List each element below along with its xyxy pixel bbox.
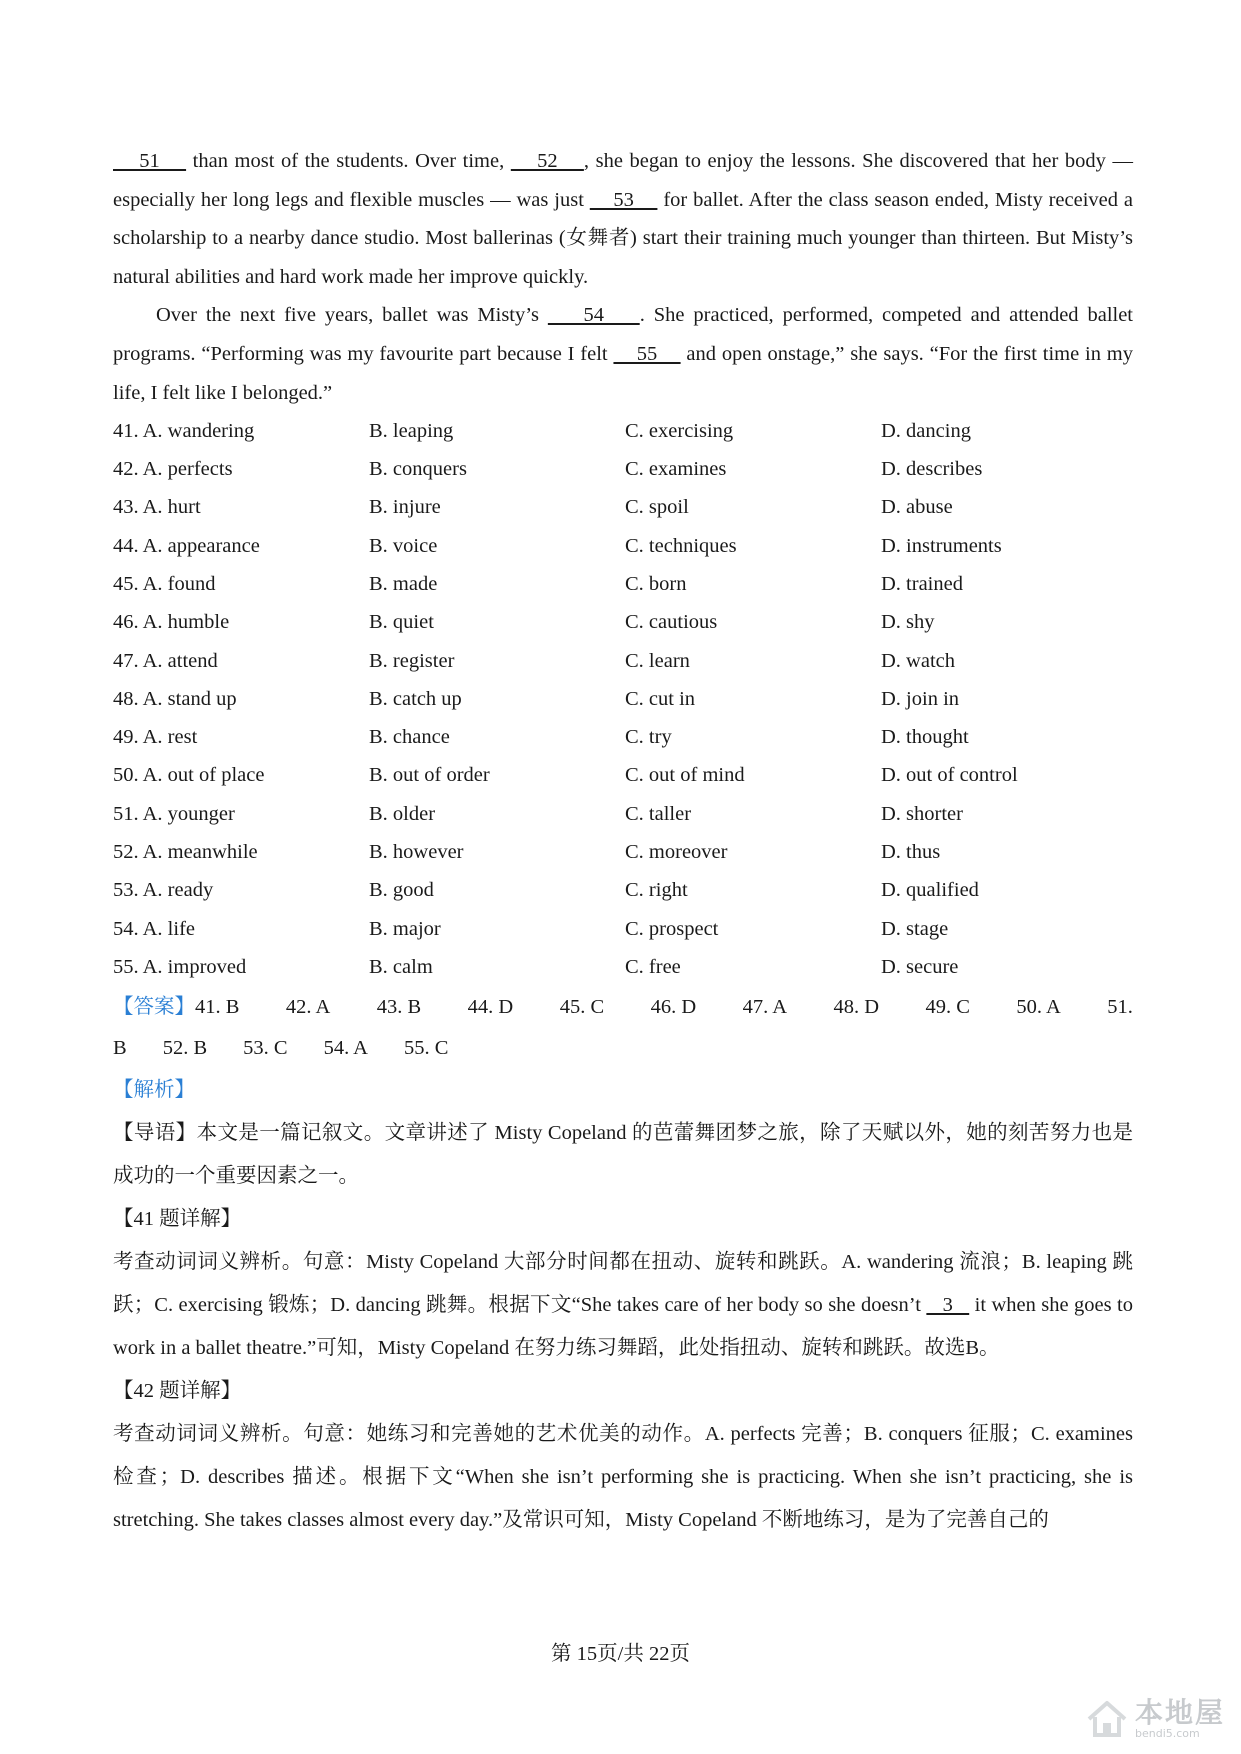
- q42-explanation: 考查动词词义辨析。句意：她练习和完善她的艺术优美的动作。A. perfects 完善；B. conquers 征服；C. examines 检查；D. describes 描述。根据下文“When she isn’t performing she is practicing. When she isn’t practicing, she is stretching. She takes classes almost every day.”及常识可知，Misty Copeland 不断地练习，是为了完善自己的: [113, 1422, 1133, 1531]
- passage-paragraph-1: [113, 142, 1133, 296]
- option-d: D. shy: [881, 611, 935, 634]
- answer-item: 43. B: [376, 995, 422, 1018]
- option-row: [113, 604, 1133, 642]
- document-page: [113, 142, 1133, 1542]
- option-row: [113, 489, 1133, 527]
- option-row: [113, 872, 1133, 910]
- option-b: B. older: [369, 802, 436, 825]
- passage-text: for ballet. After the class season ended, Misty received a scholarship to a nearby dance studio. Most ballerinas (女舞者) start their training much younger than thirteen. But Misty’s natural abilities and hard work made her improve quickly.: [113, 188, 1134, 288]
- option-b: B. out of order: [369, 764, 490, 787]
- watermark-text: 本地屋: [1134, 1696, 1225, 1729]
- option-c: C. spoil: [625, 496, 689, 519]
- answer-item: 53. C: [243, 1036, 288, 1059]
- answer-item: 45. C: [559, 995, 605, 1018]
- option-a: 41. A. wandering: [113, 419, 255, 442]
- analysis-intro: 【导语】本文是一篇记叙文。文章讲述了 Misty Copeland 的芭蕾舞团梦之旅，除了天赋以外，她的刻苦努力也是成功的一个重要因素之一。: [113, 1121, 1133, 1187]
- answer-item: 54. A: [323, 1036, 368, 1059]
- q41-title: 【41 题详解】: [113, 1207, 242, 1230]
- blank-53: 53: [589, 188, 658, 211]
- option-a: 46. A. humble: [113, 611, 230, 634]
- answer-line-2: [113, 1028, 1133, 1069]
- passage-text: , she began to enjoy the lessons. She discovered that her body — especially her long legs and flexible muscles — was just: [113, 150, 1134, 211]
- passage-text: . She practiced, performed, competed and attended ballet programs. “Performing was my favourite part because I felt: [113, 304, 1133, 365]
- house-icon: [1085, 1699, 1129, 1739]
- options-list: [113, 412, 1133, 986]
- option-row: [113, 642, 1133, 680]
- answer-item: 46. D: [650, 995, 697, 1018]
- page-footer: 第 15页/共 22页: [551, 1643, 690, 1665]
- passage-text: and open onstage,” she says. “For the first time in my life, I felt like I belonged.”: [113, 342, 1133, 404]
- option-c: C. free: [625, 955, 681, 978]
- option-a: 53. A. ready: [113, 879, 214, 902]
- blank-55: 55: [613, 342, 681, 365]
- option-b: B. good: [369, 879, 434, 902]
- option-a: 52. A. meanwhile: [113, 841, 258, 864]
- q42-title: 【42 题详解】: [113, 1379, 242, 1402]
- option-d: D. thus: [881, 841, 941, 864]
- option-c: C. taller: [625, 802, 692, 825]
- answer-item: 50. A: [1016, 995, 1061, 1018]
- option-row: [113, 757, 1133, 795]
- option-d: D. secure: [881, 955, 959, 978]
- option-d: D. stage: [881, 917, 949, 940]
- option-c: C. cut in: [625, 687, 696, 710]
- answer-item: 55. C: [404, 1036, 449, 1059]
- answer-item: 51.: [1107, 995, 1133, 1018]
- passage-text: Over the next five years, ballet was Misty’s: [156, 304, 548, 327]
- answer-block: [113, 987, 1133, 1069]
- option-c: C. learn: [625, 649, 690, 672]
- option-row: [113, 412, 1133, 450]
- watermark: [1085, 1698, 1225, 1740]
- option-b: B. chance: [369, 726, 450, 749]
- option-c: C. techniques: [625, 534, 737, 557]
- option-d: D. dancing: [881, 419, 971, 442]
- option-row: [113, 719, 1133, 757]
- option-b: B. made: [369, 572, 438, 595]
- option-row: [113, 795, 1133, 833]
- option-c: C. prospect: [625, 917, 719, 940]
- option-b: B. quiet: [369, 611, 434, 634]
- option-d: D. out of control: [881, 764, 1018, 787]
- answer-item: B: [113, 1036, 127, 1059]
- option-d: D. qualified: [881, 879, 979, 902]
- answer-item: 49. C: [925, 995, 970, 1018]
- option-b: B. major: [369, 917, 441, 940]
- answer-item: 52. B: [162, 1036, 208, 1059]
- option-a: 47. A. attend: [113, 649, 218, 672]
- option-c: C. born: [625, 572, 687, 595]
- blank-51: 51: [113, 150, 187, 172]
- option-row: [113, 948, 1133, 986]
- q41-text: 考查动词词义辨析。句意：Misty Copeland 大部分时间都在扭动、旋转和跳跃。A. wandering 流浪；B. leaping 跳跃；C. exercising 锻炼；D. dancing 跳舞。根据下文“She takes care of her body so she doesn’t: [113, 1250, 1133, 1316]
- option-b: B. conquers: [369, 458, 467, 481]
- option-row: [113, 450, 1133, 488]
- q41-blank: 3: [926, 1293, 970, 1316]
- watermark-url: bendi5.com: [1134, 1727, 1200, 1740]
- option-a: 49. A. rest: [113, 726, 198, 749]
- option-d: D. join in: [881, 687, 960, 710]
- answer-item: 47. A: [742, 995, 788, 1018]
- option-row: [113, 527, 1133, 565]
- option-a: 55. A. improved: [113, 955, 247, 978]
- option-d: D. trained: [881, 572, 963, 595]
- option-a: 48. A. stand up: [113, 687, 237, 710]
- option-b: B. catch up: [369, 687, 462, 710]
- q41-text: it when she goes to work in a ballet theatre.”可知，Misty Copeland 在努力练习舞蹈，此处指扭动、旋转和跳跃。故选B。: [113, 1293, 1133, 1359]
- passage-text: than most of the students. Over time,: [186, 150, 511, 172]
- option-d: D. shorter: [881, 802, 963, 825]
- option-a: 43. A. hurt: [113, 496, 201, 519]
- option-b: B. however: [369, 841, 464, 864]
- option-c: C. moreover: [625, 841, 728, 864]
- option-a: 44. A. appearance: [113, 534, 260, 557]
- answer-item: 44. D: [467, 995, 514, 1018]
- option-c: C. exercising: [625, 419, 734, 442]
- option-c: C. examines: [625, 458, 727, 481]
- option-d: D. watch: [881, 649, 956, 672]
- option-b: B. register: [369, 649, 455, 672]
- option-d: D. describes: [881, 458, 983, 481]
- option-c: C. cautious: [625, 611, 718, 634]
- answer-item: 48. D: [833, 995, 880, 1018]
- option-c: C. try: [625, 726, 672, 749]
- option-row: [113, 833, 1133, 871]
- answer-line-1: [113, 987, 1133, 1028]
- option-b: B. leaping: [369, 419, 454, 442]
- passage-paragraph-2: [113, 296, 1133, 412]
- option-c: C. right: [625, 879, 688, 902]
- option-a: 50. A. out of place: [113, 764, 265, 787]
- option-a: 51. A. younger: [113, 802, 235, 825]
- answer-tag: 【答案】: [113, 995, 195, 1018]
- option-d: D. thought: [881, 726, 969, 749]
- option-d: D. instruments: [881, 534, 1002, 557]
- option-c: C. out of mind: [625, 764, 745, 787]
- option-b: B. calm: [369, 955, 433, 978]
- option-d: D. abuse: [881, 496, 953, 519]
- q41-explanation: [113, 1241, 1133, 1370]
- option-row: [113, 565, 1133, 603]
- option-a: 45. A. found: [113, 572, 216, 595]
- blank-54: 54: [547, 304, 640, 327]
- analysis-tag: 【解析】: [113, 1078, 195, 1101]
- answer-item: 41. B: [195, 995, 240, 1018]
- option-a: 54. A. life: [113, 917, 195, 940]
- option-row: [113, 680, 1133, 718]
- blank-52: 52: [510, 150, 584, 172]
- answer-item: 42. A: [285, 995, 331, 1018]
- option-b: B. voice: [369, 534, 438, 557]
- option-a: 42. A. perfects: [113, 458, 233, 481]
- option-b: B. injure: [369, 496, 441, 519]
- option-row: [113, 910, 1133, 948]
